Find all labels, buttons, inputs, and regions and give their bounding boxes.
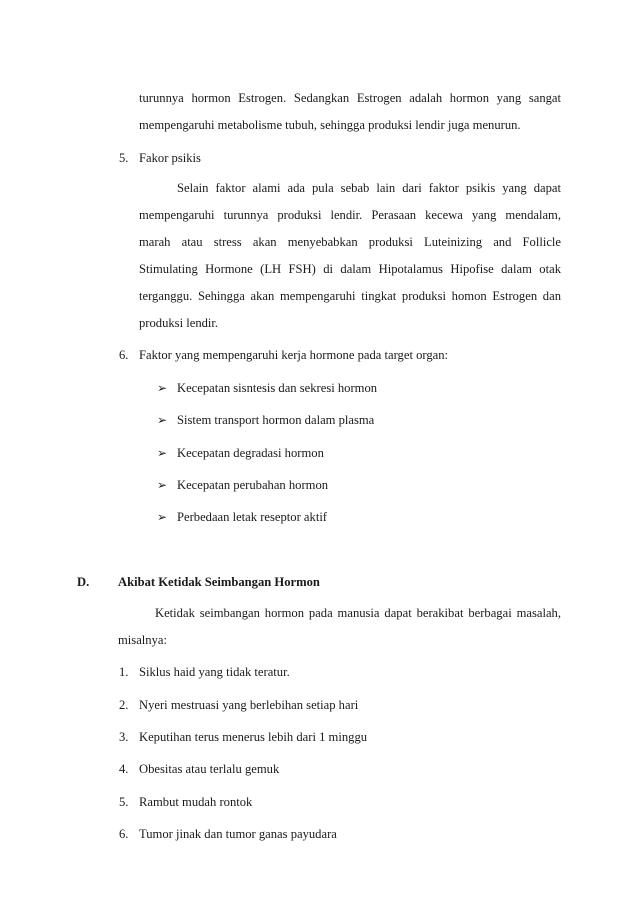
bullet-arrow-icon: ➢ (157, 446, 168, 460)
paragraph-line: mempengaruhi metabolisme tubuh, sehingga produksi lendir juga menurun. (139, 118, 521, 132)
bullet-item: Kecepatan sisntesis dan sekresi hormon (177, 381, 378, 395)
list-item: Nyeri mestruasi yang berlebihan setiap hari (139, 698, 359, 712)
list-number: 5. (119, 795, 129, 809)
bullet-arrow-icon: ➢ (157, 381, 168, 395)
list-item: Tumor jinak dan tumor ganas payudara (139, 827, 337, 841)
list-number: 2. (119, 698, 129, 712)
paragraph-line: misalnya: (118, 633, 167, 647)
list-item-title: Fakor psikis (139, 151, 201, 165)
list-number: 5. (119, 151, 129, 165)
list-number: 1. (119, 665, 129, 679)
section-letter: D. (77, 575, 90, 589)
bullet-item: Perbedaan letak reseptor aktif (177, 510, 328, 524)
list-item: Obesitas atau terlalu gemuk (139, 762, 280, 776)
list-item: Siklus haid yang tidak teratur. (139, 665, 290, 679)
paragraph-line: Selain faktor alami ada pula sebab lain dari faktor psikis yang dapat (177, 181, 561, 195)
paragraph-line: marah atau stress akan menyebabkan produksi Luteinizing and Follicle (139, 235, 561, 249)
bullet-item: Kecepatan degradasi hormon (177, 446, 324, 460)
bullet-arrow-icon: ➢ (157, 413, 168, 427)
paragraph-line: mempengaruhi turunnya produksi lendir. Perasaan kecewa yang mendalam, (139, 208, 561, 222)
bullet-item: Sistem transport hormon dalam plasma (177, 413, 375, 427)
paragraph-line: Ketidak seimbangan hormon pada manusia dapat berakibat berbagai masalah, (155, 606, 561, 620)
list-number: 4. (119, 762, 129, 776)
paragraph-line: terganggu. Sehingga akan mempengaruhi tingkat produksi homon Estrogen dan (139, 289, 561, 303)
list-number: 6. (119, 348, 129, 362)
paragraph-line: turunnya hormon Estrogen. Sedangkan Estrogen adalah hormon yang sangat (139, 91, 561, 105)
section-heading: Akibat Ketidak Seimbangan Hormon (118, 575, 320, 589)
bullet-arrow-icon: ➢ (157, 478, 168, 492)
paragraph-line: Stimulating Hormone (LH FSH) di dalam Hipotalamus Hipofise dalam otak (139, 262, 561, 276)
list-item-title: Faktor yang mempengaruhi kerja hormone pada target organ: (139, 348, 449, 362)
list-number: 6. (119, 827, 129, 841)
bullet-arrow-icon: ➢ (157, 510, 168, 524)
list-item: Keputihan terus menerus lebih dari 1 minggu (139, 730, 368, 744)
list-item: Rambut mudah rontok (139, 795, 253, 809)
bullet-item: Kecepatan perubahan hormon (177, 478, 329, 492)
list-number: 3. (119, 730, 129, 744)
paragraph-line: produksi lendir. (139, 316, 219, 330)
